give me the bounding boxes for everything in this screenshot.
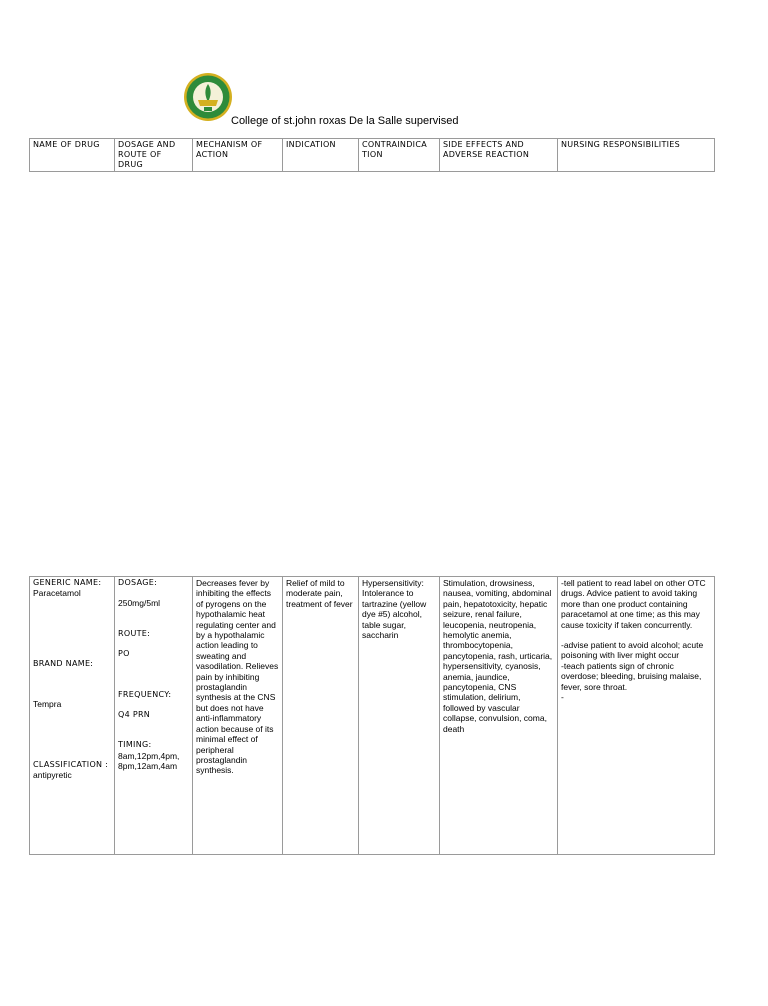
col-header-nursing-responsibilities: NURSING RESPONSIBILITIES — [558, 139, 715, 172]
cell-side-effects: Stimulation, drowsiness, nausea, vomiting, abdominal pain, hepatotoxicity, hepatic seizure, renal failure, leucopenia, neutropenia, hemolytic anemia, thrombocytopenia, pancytopenia, rash, urticaria, hypersensitivity, cyanosis, anemia, jaundice, pancytopenia, CNS stimulation, delirium, followed by vascular collapse, convulsion, coma, death — [440, 577, 558, 855]
timing-label: TIMING: — [118, 740, 152, 750]
cell-contraindication: Hypersensitivity: Intolerance to tartrazine (yellow dye #5) alcohol, table sugar, saccharin — [359, 577, 440, 855]
drug-study-body-table — [29, 576, 715, 855]
brand-name-label: BRAND NAME: — [33, 658, 94, 668]
college-name: College of st.john roxas De la Salle supervised — [231, 115, 459, 127]
route-label: ROUTE: — [118, 628, 151, 638]
col-header-name-of-drug: NAME OF DRUG — [30, 139, 115, 172]
college-seal-logo — [183, 72, 233, 122]
frequency-label: FREQUENCY: — [118, 689, 172, 699]
cell-indication: Relief of mild to moderate pain, treatment of fever — [283, 577, 359, 855]
table-row — [30, 577, 715, 855]
drug-study-header-table — [29, 138, 715, 172]
classification-label: CLASSIFICATION : — [33, 759, 109, 769]
col-header-indication: INDICATION — [283, 139, 359, 172]
frequency-value: Q4 PRN — [118, 710, 151, 720]
dosage-value: 250mg/5ml — [118, 598, 161, 609]
cell-mechanism: Decreases fever by inhibiting the effects of pyrogens on the hypothalamic heat regulating center and by a hypothalamic action leading to sweating and vasodilation. Relieves pain by inhibiting prostaglandin synthesis at the CNS but does not have anti-inflammatory action because of its minimal effect of peripheral prostaglandin synthesis. — [193, 577, 283, 855]
timing-value: 8am,12pm,4pm, 8pm,12am,4am — [118, 750, 182, 772]
nursing-item: -tell patient to read label on other OTC drugs. Advice patient to avoid taking more than one product containing paracetamol at one time; as this may cause toxicity if taken concurrently. — [561, 578, 708, 630]
cell-dosage-route — [115, 577, 193, 855]
generic-name-value: Paracetamol — [33, 588, 81, 599]
col-header-contraindication: CONTRAINDICA TION — [359, 139, 440, 172]
brand-name-value: Tempra — [33, 699, 62, 710]
col-header-side-effects: SIDE EFFECTS AND ADVERSE REACTION — [440, 139, 558, 172]
nursing-item: - — [561, 692, 564, 703]
nursing-item: -advise patient to avoid alcohol; acute poisoning with liver might occur — [561, 640, 706, 661]
cell-name-of-drug — [30, 577, 115, 855]
col-header-dosage-route: DOSAGE AND ROUTE OF DRUG — [115, 139, 193, 172]
generic-name-label: GENERIC NAME: — [33, 578, 102, 587]
col-header-mechanism: MECHANISM OF ACTION — [193, 139, 283, 172]
nursing-item: -teach patients sign of chronic overdose; bleeding, bruising malaise, fever, sore throat. — [561, 660, 704, 692]
route-value: PO — [118, 649, 130, 659]
dosage-label: DOSAGE: — [118, 578, 158, 587]
cell-nursing-responsibilities — [558, 577, 715, 855]
classification-value: antipyretic — [33, 770, 72, 781]
